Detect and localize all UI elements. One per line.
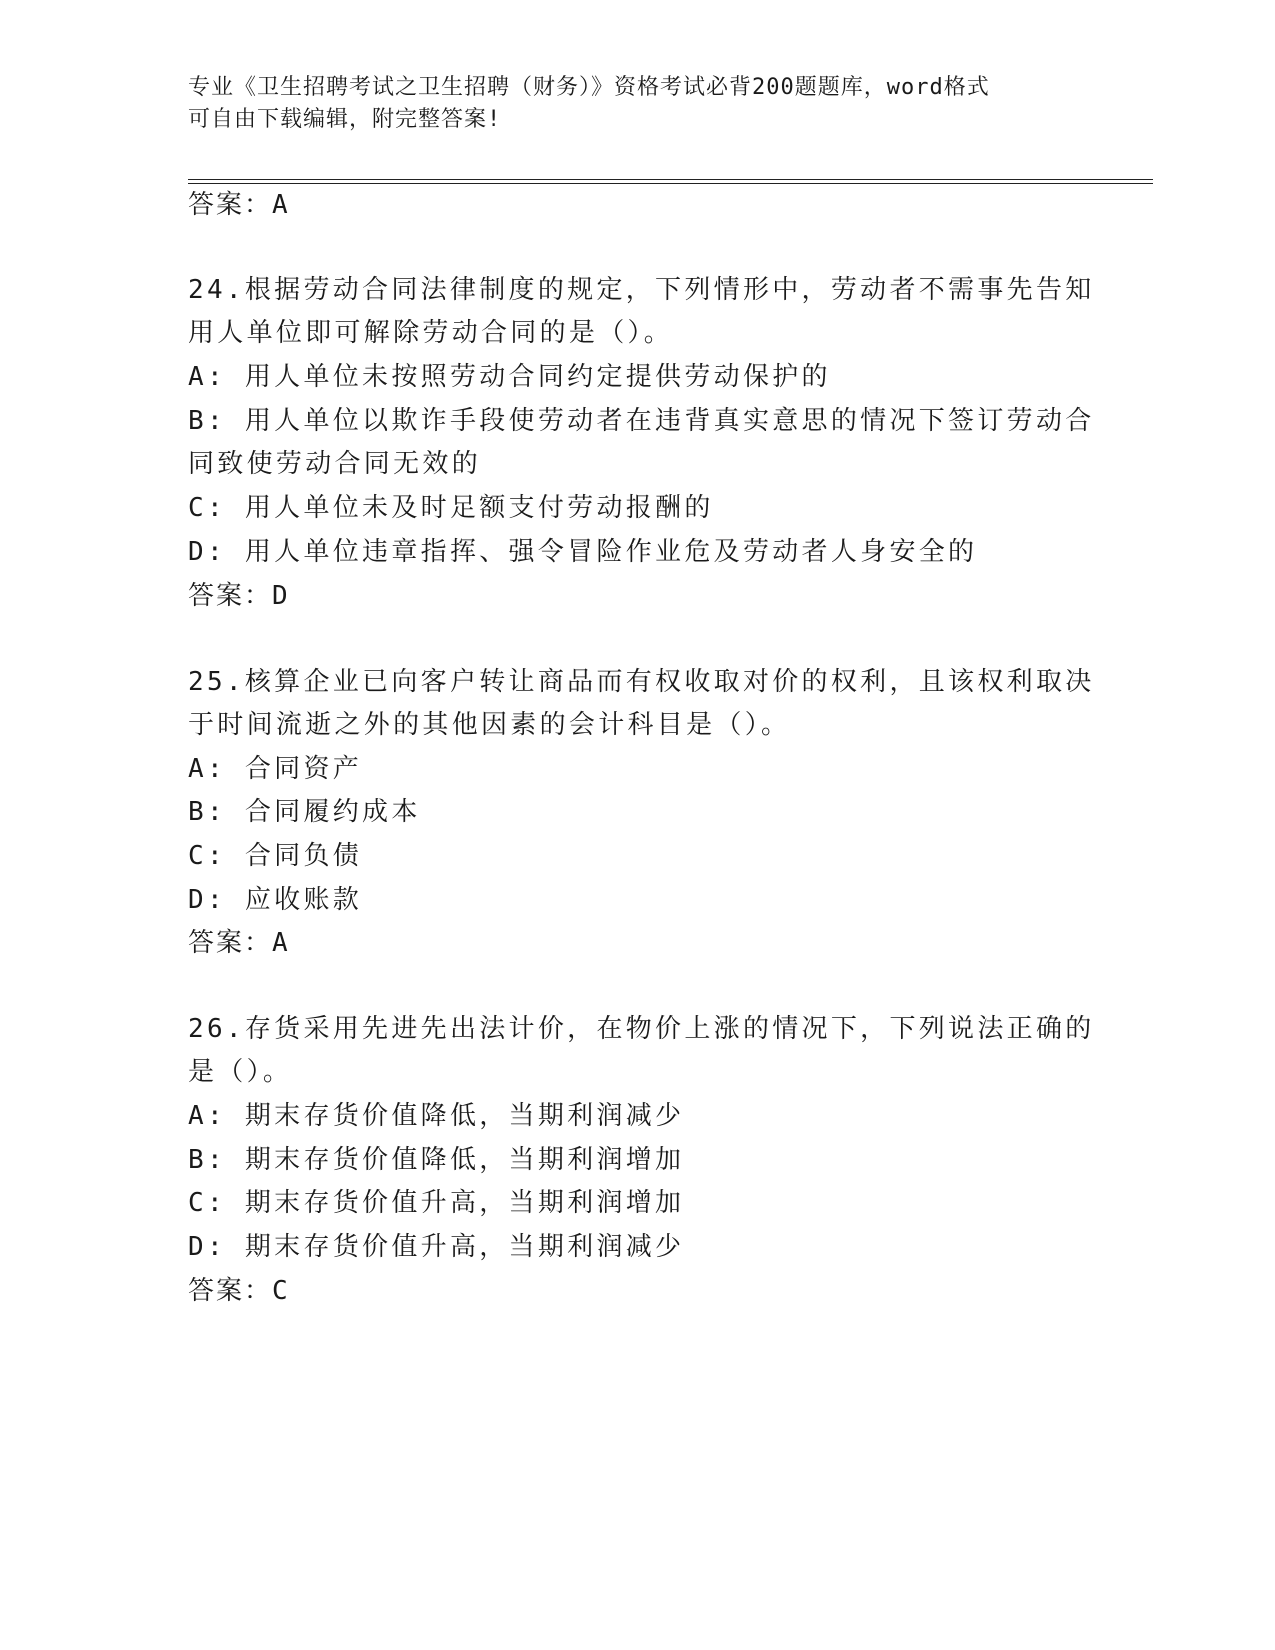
question-26-stem-line-2: 是（）。 [188,1057,293,1087]
answer-23: 答案：A [188,190,290,220]
question-24-option-a: A: 用人单位未按照劳动合同约定提供劳动保护的 [188,362,831,392]
question-26-option-d: D: 期末存货价值升高，当期利润减少 [188,1232,685,1262]
question-26-option-b: B: 期末存货价值降低，当期利润增加 [188,1145,685,1175]
answer-26: 答案：C [188,1276,290,1306]
header-line-2: 可自由下载编辑，附完整答案! [188,107,502,132]
question-25-option-a: A: 合同资产 [188,754,363,784]
question-25-option-d: D: 应收账款 [188,885,363,915]
question-24-stem-line-2: 用人单位即可解除劳动合同的是（）。 [188,318,674,348]
question-25-option-c: C: 合同负债 [188,841,363,871]
question-24-option-d: D: 用人单位违章指挥、强令冒险作业危及劳动者人身安全的 [188,537,978,567]
header-line-1: 专业《卫生招聘考试之卫生招聘（财务）》资格考试必背200题题库，word格式 [188,75,990,100]
document-header [188,72,1068,136]
question-24-option-b-line-1: B: 用人单位以欺诈手段使劳动者在违背真实意思的情况下签订劳动合 [188,406,1095,436]
answer-24: 答案：D [188,581,290,611]
header-divider-bottom [188,183,1153,184]
question-24-option-b-line-2: 同致使劳动合同无效的 [188,449,482,479]
question-25-stem-line-2: 于时间流逝之外的其他因素的会计科目是（）。 [188,710,791,740]
question-25-option-b: B: 合同履约成本 [188,797,421,827]
question-26-option-a: A: 期末存货价值降低，当期利润减少 [188,1101,685,1131]
question-26-option-c: C: 期末存货价值升高，当期利润增加 [188,1188,685,1218]
question-24-option-c: C: 用人单位未及时足额支付劳动报酬的 [188,493,714,523]
question-26-stem-line-1: 26.存货采用先进先出法计价，在物价上涨的情况下，下列说法正确的 [188,1014,1095,1044]
header-divider-top [188,179,1153,180]
question-24-stem-line-1: 24.根据劳动合同法律制度的规定，下列情形中，劳动者不需事先告知 [188,275,1095,305]
answer-25: 答案：A [188,928,290,958]
question-25-stem-line-1: 25.核算企业已向客户转让商品而有权收取对价的权利，且该权利取决 [188,667,1095,697]
